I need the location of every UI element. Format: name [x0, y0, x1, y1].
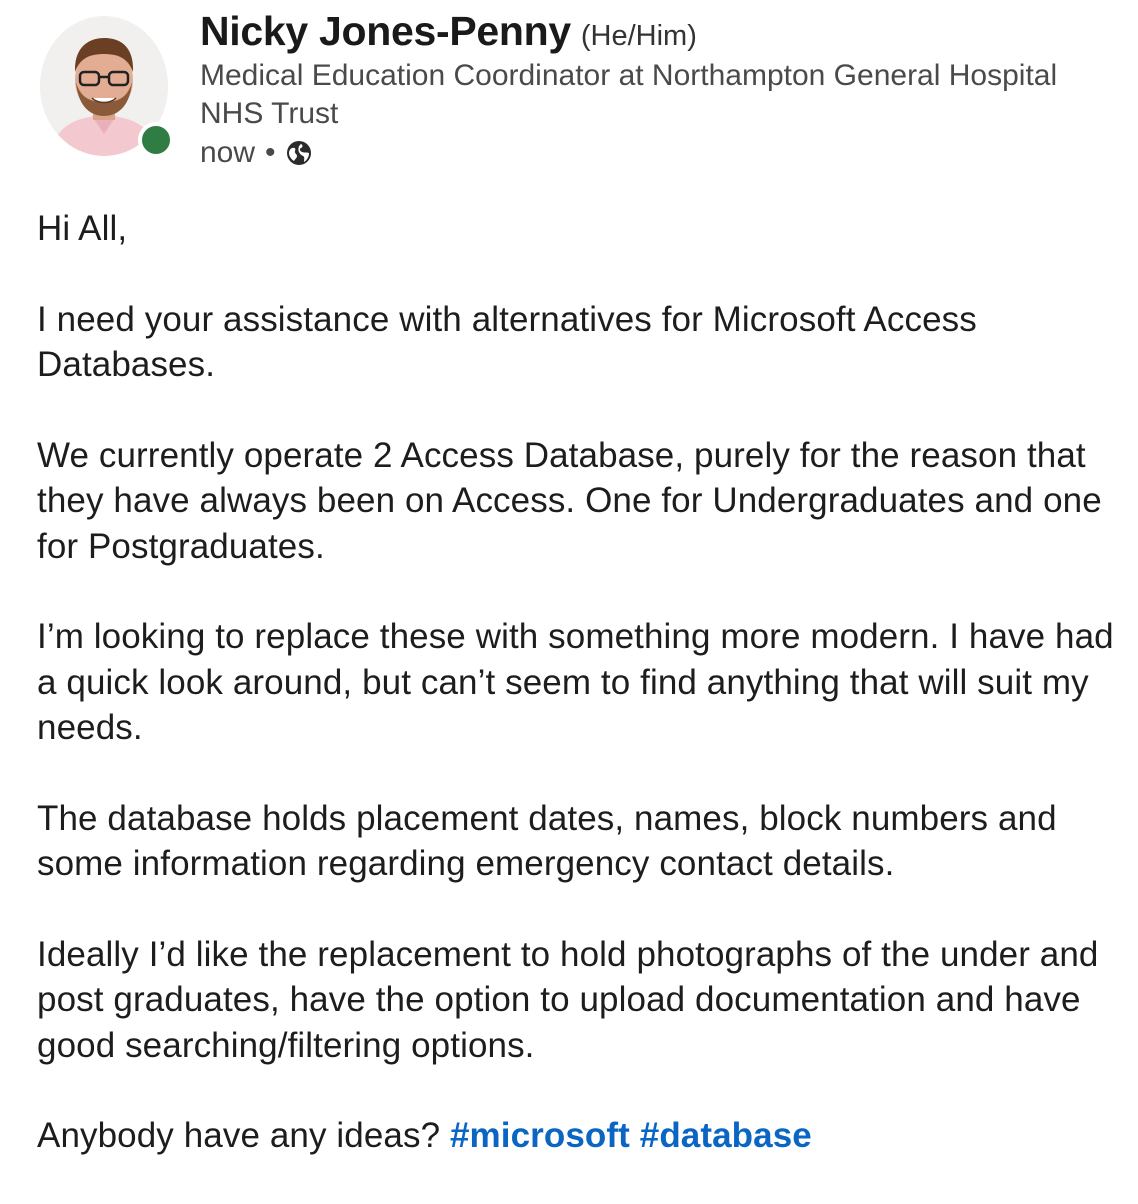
post-paragraph: Hi All,: [37, 209, 128, 248]
closing-text: Anybody have any ideas?: [37, 1116, 441, 1155]
post-paragraph: The database holds placement dates, names, block numbers and some information regarding emergency contact details.: [37, 798, 1057, 883]
post-timestamp: now: [200, 136, 256, 169]
online-status-indicator: [138, 122, 174, 158]
author-headline: Medical Education Coordinator at Northampton General Hospital NHS Trust: [200, 59, 1058, 130]
author-pronouns: (He/Him): [580, 20, 697, 52]
meta-separator: •: [265, 136, 276, 169]
post-paragraph: We currently operate 2 Access Database, purely for the reason that they have always been on Access. One for Undergraduates and one for Postgraduates.: [37, 435, 1102, 566]
author-name-line[interactable]: [200, 8, 697, 55]
post-paragraph: I’m looking to replace these with something more modern. I have had a quick look around, but can’t seem to find anything that will suit my needs.: [37, 617, 1114, 747]
post-paragraph: I need your assistance with alternatives for Microsoft Access Databases.: [37, 299, 977, 384]
post-meta: [200, 134, 312, 172]
globe-icon: [286, 140, 312, 166]
author-name[interactable]: Nicky Jones-Penny: [200, 8, 571, 54]
hashtag-microsoft[interactable]: #microsoft: [449, 1116, 630, 1155]
post-paragraph: Ideally I’d like the replacement to hold photographs of the under and post graduates, have the option to upload documentation and have good searching/filtering options.: [37, 934, 1099, 1065]
post-closing-line: [37, 1113, 1117, 1159]
hashtag-database[interactable]: #database: [639, 1116, 812, 1155]
post-text: [37, 206, 1117, 1204]
